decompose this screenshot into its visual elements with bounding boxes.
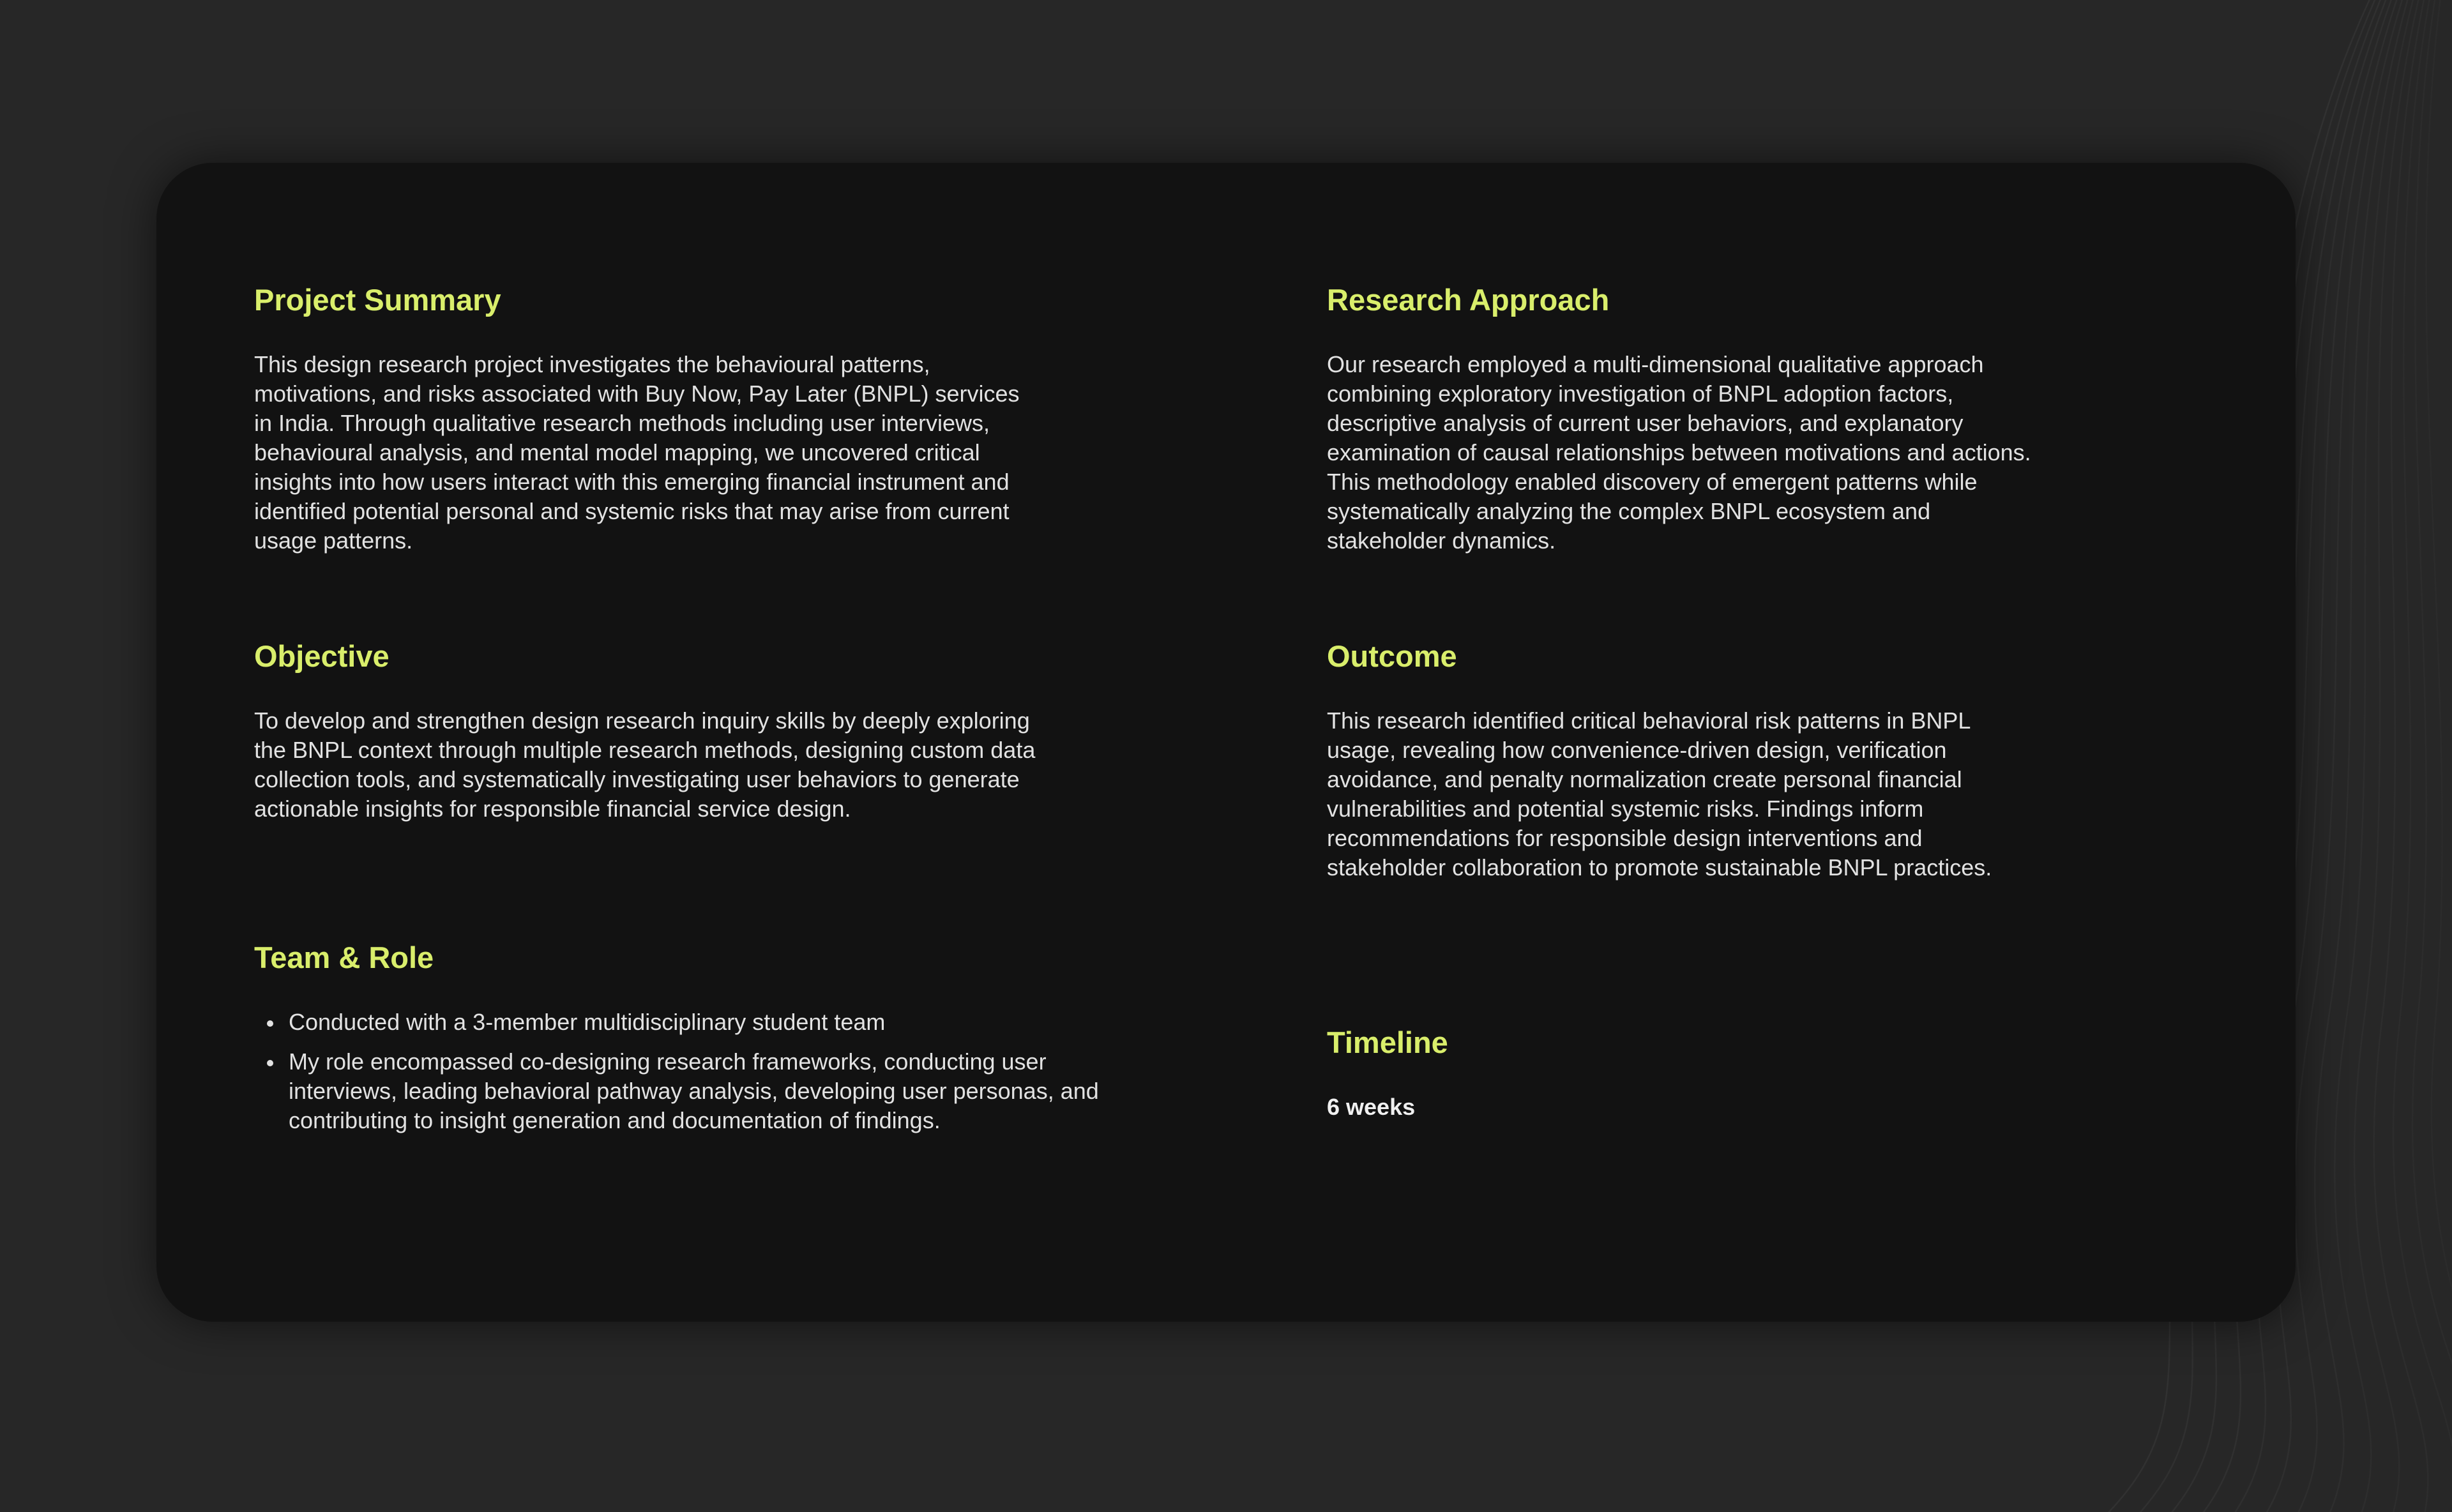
objective-text: To develop and strengthen design research inquiry skills by deeply exploring the BNPL context through multiple research methods, designing custom data collection tools, and systematically investigating user behaviors to generate actionable insights for responsible financial service design. bbox=[254, 707, 1036, 822]
background-wave-line bbox=[2412, 0, 2452, 1512]
outcome-text: This research identified critical behavioral risk patterns in BNPL usage, revealing how convenience-driven design, verification avoidance, and penalty normalization create personal financial vulnerabilities and potential systemic risks. Findings inform recommendations for responsible design interventions and stakeholder collaboration to promote sustainable BNPL practices. bbox=[1327, 707, 1992, 881]
project-summary-heading: Project Summary bbox=[254, 283, 501, 317]
objective-heading: Objective bbox=[254, 639, 390, 673]
background-wave-line bbox=[2393, 0, 2452, 1512]
timeline-value: 6 weeks bbox=[1327, 1094, 1416, 1120]
team-role-list bbox=[254, 1008, 1212, 1135]
team-role-item: My role encompassed co-designing research frameworks, conducting user interviews, leading behavioral pathway analysis, developing user personas, and contributing to insight generation and documentation of findings. bbox=[254, 1047, 1212, 1135]
timeline-heading: Timeline bbox=[1327, 1025, 1448, 1059]
project-summary-text: This design research project investigates the behavioural patterns, motivations, and risks associated with Buy Now, Pay Later (BNPL) services in India. Through qualitative research methods including user interviews, behavioural analysis, and mental model mapping, we uncovered critical insights into how users interact with this emerging financial instrument and identified potential personal and systemic risks that may arise from current usage patterns. bbox=[254, 351, 1020, 554]
team-role-heading: Team & Role bbox=[254, 941, 434, 974]
outcome-heading: Outcome bbox=[1327, 639, 1457, 673]
team-role-section bbox=[254, 940, 1212, 1145]
timeline-section bbox=[1327, 1025, 2221, 1122]
research-approach-section bbox=[1327, 282, 2221, 556]
team-role-item: Conducted with a 3-member multidisciplinary student team bbox=[254, 1008, 1212, 1037]
project-summary-section bbox=[254, 282, 1212, 556]
objective-section bbox=[254, 639, 1212, 824]
research-approach-heading: Research Approach bbox=[1327, 283, 1610, 317]
background-wave-line bbox=[2374, 0, 2428, 1512]
background-wave-line bbox=[2335, 0, 2416, 1512]
research-approach-text: Our research employed a multi-dimensional qualitative approach combining exploratory investigation of BNPL adoption factors, descriptive analysis of current user behaviors, and explanatory examination of causal relationships between motivations and actions. This methodology enabled discovery of emergent patterns while systematically analyzing the complex BNPL ecosystem and stakeholder dynamics. bbox=[1327, 351, 2031, 554]
outcome-section bbox=[1327, 639, 2221, 882]
project-details-card bbox=[156, 163, 2296, 1322]
